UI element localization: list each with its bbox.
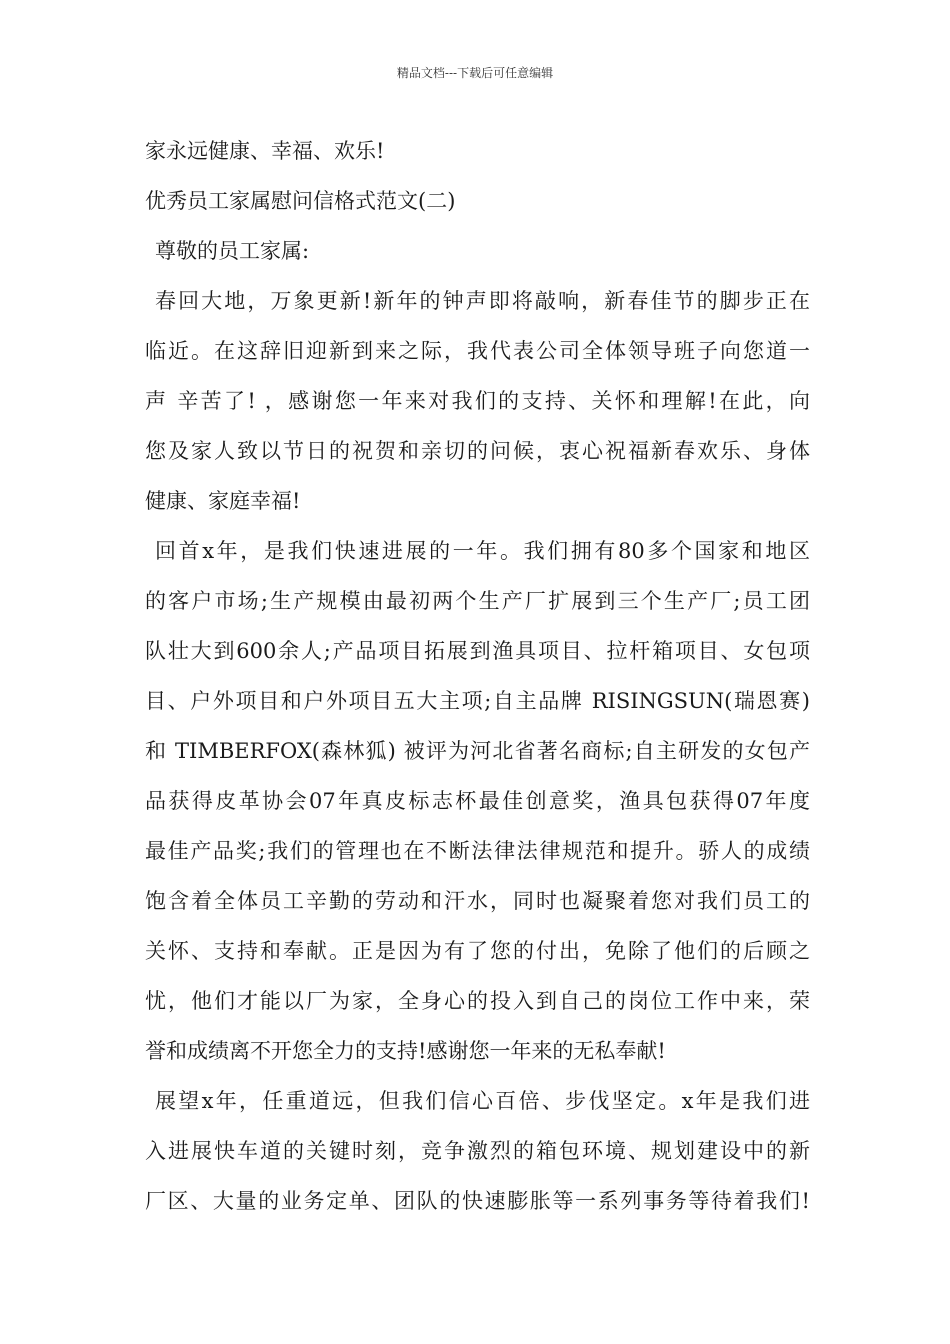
text-line: 最佳产品奖;我们的管理也在不断法律法律规范和提升。骄人的成绩: [145, 839, 810, 863]
page-header: 精品文档---下载后可任意编辑: [396, 66, 554, 80]
text-line: 入进展快车道的关键时刻，竞争激烈的箱包环境、规划建设中的新: [145, 1139, 810, 1163]
text-line: 品获得皮革协会07年真皮标志杯最佳创意奖，渔具包获得07年度: [145, 789, 810, 813]
text-line: 关怀、支持和奉献。正是因为有了您的付出，免除了他们的后顾之: [145, 939, 810, 963]
text-line: 临近。在这辞旧迎新到来之际，我代表公司全体领导班子向您道一: [145, 339, 810, 363]
text-line: 饱含着全体员工辛勤的劳动和汗水，同时也凝聚着您对我们员工的: [145, 889, 810, 913]
text-line: 队壮大到600余人;产品项目拓展到渔具项目、拉杆箱项目、女包项: [145, 639, 810, 663]
text-line: 忧，他们才能以厂为家，全身心的投入到自己的岗位工作中来，荣: [145, 989, 810, 1013]
text-line: 目、户外项目和户外项目五大主项;自主品牌 RISINGSUN(瑞恩赛): [145, 689, 810, 713]
salutation: 尊敬的员工家属:: [155, 239, 310, 263]
text-line: 的客户市场;生产规模由最初两个生产厂扩展到三个生产厂;员工团: [145, 589, 810, 613]
text-line: 厂区、大量的业务定单、团队的快速膨胀等一系列事务等待着我们!: [145, 1189, 810, 1213]
text-line: 健康、家庭幸福!: [145, 489, 301, 513]
text-line: 回首x年，是我们快速进展的一年。我们拥有80多个国家和地区: [155, 539, 810, 563]
text-line: 和 TIMBERFOX(森林狐) 被评为河北省著名商标;自主研发的女包产: [145, 739, 810, 763]
text-line: 您及家人致以节日的祝贺和亲切的问候，衷心祝福新春欢乐、身体: [145, 439, 810, 463]
text-line: 春回大地，万象更新!新年的钟声即将敲响，新春佳节的脚步正在: [155, 289, 810, 313]
text-line: 誉和成绩离不开您全力的支持!感谢您一年来的无私奉献!: [145, 1039, 666, 1063]
section-title: 优秀员工家属慰问信格式范文(二): [145, 189, 456, 213]
text-line: 展望x年，任重道远，但我们信心百倍、步伐坚定。x年是我们进: [155, 1089, 810, 1113]
text-line: 声 辛苦了! ，感谢您一年来对我们的支持、关怀和理解!在此，向: [145, 389, 810, 413]
text-line: 家永远健康、幸福、欢乐!: [145, 139, 385, 163]
document-body: [145, 129, 810, 1229]
